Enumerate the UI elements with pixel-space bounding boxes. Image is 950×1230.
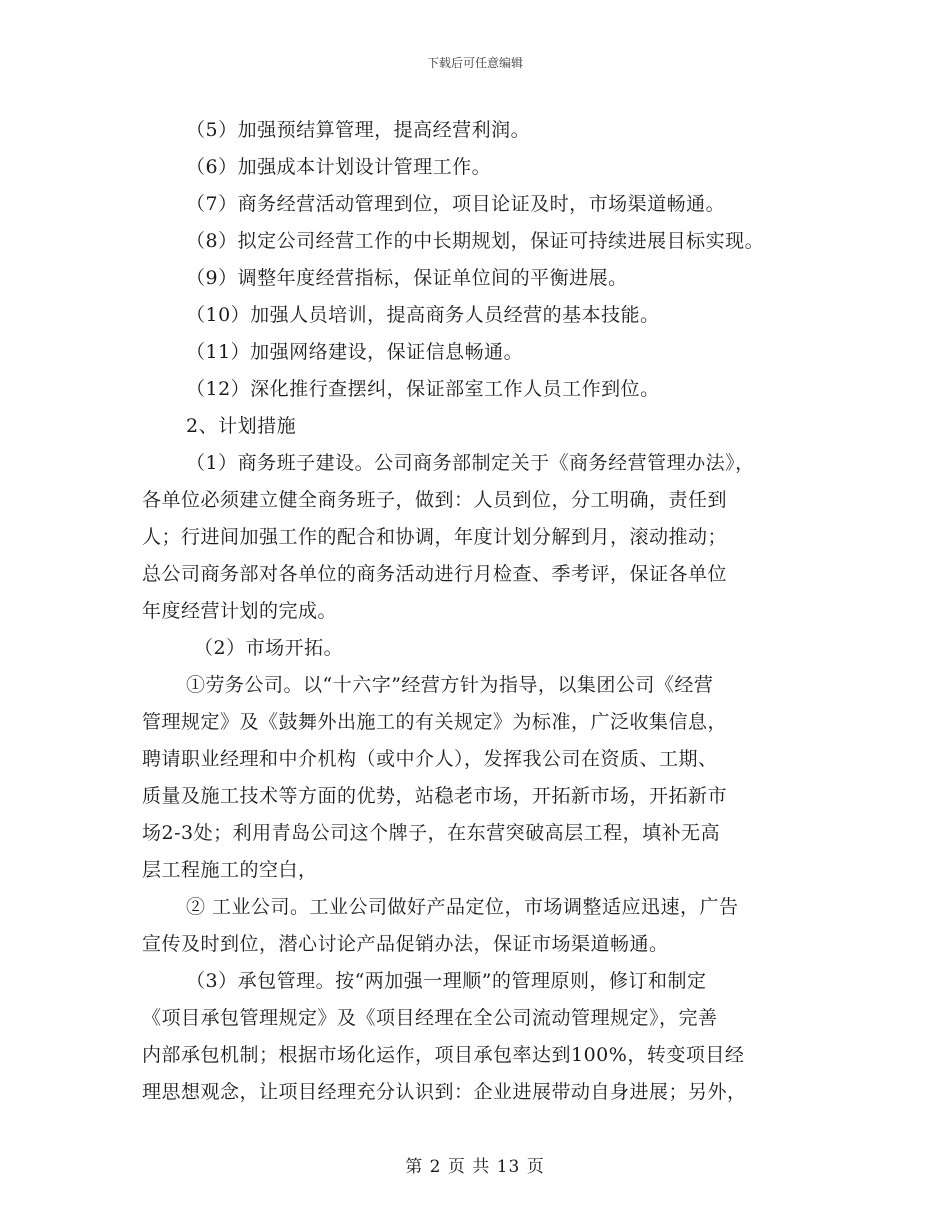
text-line: （8）拟定公司经营工作的中长期规划，保证可持续进展目标实现。 [186, 230, 765, 252]
text-line: ①劳务公司。以“十六字”经营方针为指导，以集团公司《经营 [186, 674, 714, 696]
text-line: 质量及施工技术等方面的优势，站稳老市场，开拓新市场，开拓新市 [142, 785, 728, 807]
page-header: 下载后可任意编辑 [426, 56, 523, 70]
text-line: 《项目承包管理规定》及《项目经理在全公司流动管理规定》，完善 [142, 1007, 718, 1029]
page-number-footer: 第 2 页 共 13 页 [405, 1157, 545, 1177]
text-line: 总公司商务部对各单位的商务活动进行月检查、季考评，保证各单位 [142, 563, 728, 585]
section-heading: 2、计划措施 [186, 415, 297, 437]
text-line: 人；行进间加强工作的配合和协调，年度计划分解到月，滚动推动； [142, 526, 728, 548]
text-line: （7）商务经营活动管理到位，项目论证及时，市场渠道畅通。 [186, 193, 726, 215]
text-line: 宣传及时到位，潜心讨论产品促销办法，保证市场渠道畅通。 [142, 933, 669, 955]
text-line: （11）加强网络建设，保证信息畅通。 [186, 341, 524, 363]
text-line: （10）加强人员培训，提高商务人员经营的基本技能。 [186, 304, 660, 326]
text-line: （2）市场开拓。 [194, 637, 344, 659]
text-line: 层工程施工的空白， [142, 859, 318, 881]
text-line: （1）商务班子建设。公司商务部制定关于《商务经营管理办法》， [186, 452, 755, 474]
text-line: （6）加强成本计划设计管理工作。 [186, 156, 492, 178]
text-line: 场2-3处；利用青岛公司这个牌子，在东营突破高层工程，填补无高 [142, 822, 721, 844]
text-line: 内部承包机制；根据市场化运作，项目承包率达到100%，转变项目经 [142, 1044, 745, 1066]
text-line: 年度经营计划的完成。 [142, 600, 338, 622]
text-line: 管理规定》及《鼓舞外出施工的有关规定》为标准，广泛收集信息， [142, 711, 728, 733]
text-line: 理思想观念，让项目经理充分认识到：企业进展带动自身进展；另外， [142, 1081, 747, 1103]
text-line: 各单位必须建立健全商务班子，做到：人员到位，分工明确，责任到 [142, 489, 728, 511]
text-line: ② 工业公司。工业公司做好产品定位，市场调整适应迅速，广告 [186, 896, 739, 918]
text-line: （5）加强预结算管理，提高经营利润。 [186, 119, 531, 141]
text-line: 聘请职业经理和中介机构（或中介人），发挥我公司在资质、工期、 [142, 748, 718, 770]
text-line: （3）承包管理。按“两加强一理顺”的管理原则，修订和制定 [186, 970, 707, 992]
text-line: （9）调整年度经营指标，保证单位间的平衡进展。 [186, 267, 628, 289]
text-line: （12）深化推行查摆纠，保证部室工作人员工作到位。 [186, 378, 660, 400]
